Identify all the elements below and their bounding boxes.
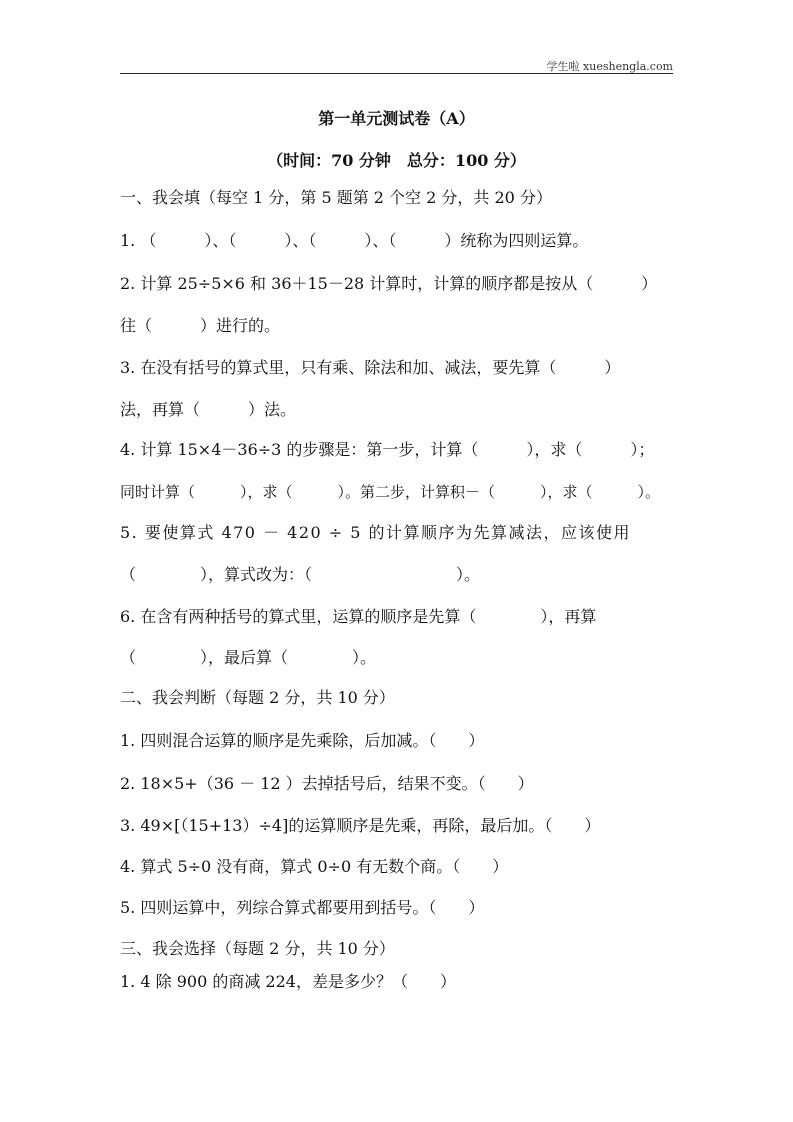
question-2-1: 1. 四则混合运算的顺序是先乘除，后加减。（ ）: [120, 731, 485, 750]
header-rule: [120, 73, 673, 74]
question-1-4: 4. 计算 15×4－36÷3 的步骤是：第一步，计算（ ），求（ ）；: [120, 440, 655, 459]
question-2-2: 2. 18×5+（36 － 12 ）去掉括号后，结果不变。（ ）: [120, 774, 534, 793]
question-1-3: 3. 在没有括号的算式里，只有乘、除法和加、减法，要先算（ ）: [120, 358, 621, 377]
section-3-heading: 三、我会选择（每题 2 分，共 10 分）: [120, 939, 395, 958]
question-1-2: 2. 计算 25÷5×6 和 36＋15－28 计算时，计算的顺序都是按从（ ）: [120, 274, 658, 293]
page-title: 第一单元测试卷（A）: [318, 109, 475, 128]
question-1-6-cont: （ ），最后算（ ）。: [120, 648, 377, 667]
question-1-1: 1. （ ）、（ ）、（ ）、（ ）统称为四则运算。: [120, 231, 589, 250]
question-2-4: 4. 算式 5÷0 没有商，算式 0÷0 有无数个商。（ ）: [120, 857, 509, 876]
page-subtitle: （时间：70 分钟 总分：100 分）: [267, 151, 526, 170]
question-1-6: 6. 在含有两种括号的算式里，运算的顺序是先算（ ），再算: [120, 607, 597, 626]
header-site: 学生啦 xueshengla.com: [546, 60, 673, 73]
question-1-2-cont: 往（ ）进行的。: [120, 316, 281, 335]
section-1-heading: 一、我会填（每空 1 分，第 5 题第 2 个空 2 分，共 20 分）: [120, 188, 552, 207]
question-2-5: 5. 四则运算中，列综合算式都要用到括号。（ ）: [120, 898, 485, 917]
question-1-5: 5. 要使算式 470 － 420 ÷ 5 的计算顺序为先算减法，应该使用: [120, 523, 632, 542]
question-1-5-cont: （ ），算式改为：（ ）。: [120, 565, 481, 584]
question-1-4-cont: 同时计算（ ），求（ ）。第二步，计算积－（ ），求（ ）。: [120, 483, 661, 501]
question-2-3: 3. 49×[（15+13）÷4]的运算顺序是先乘，再除，最后加。（ ）: [120, 816, 601, 835]
question-3-1: 1. 4 除 900 的商减 224，差是多少？（ ）: [120, 972, 456, 991]
question-1-3-cont: 法，再算（ ）法。: [120, 400, 297, 419]
section-2-heading: 二、我会判断（每题 2 分，共 10 分）: [120, 688, 395, 707]
